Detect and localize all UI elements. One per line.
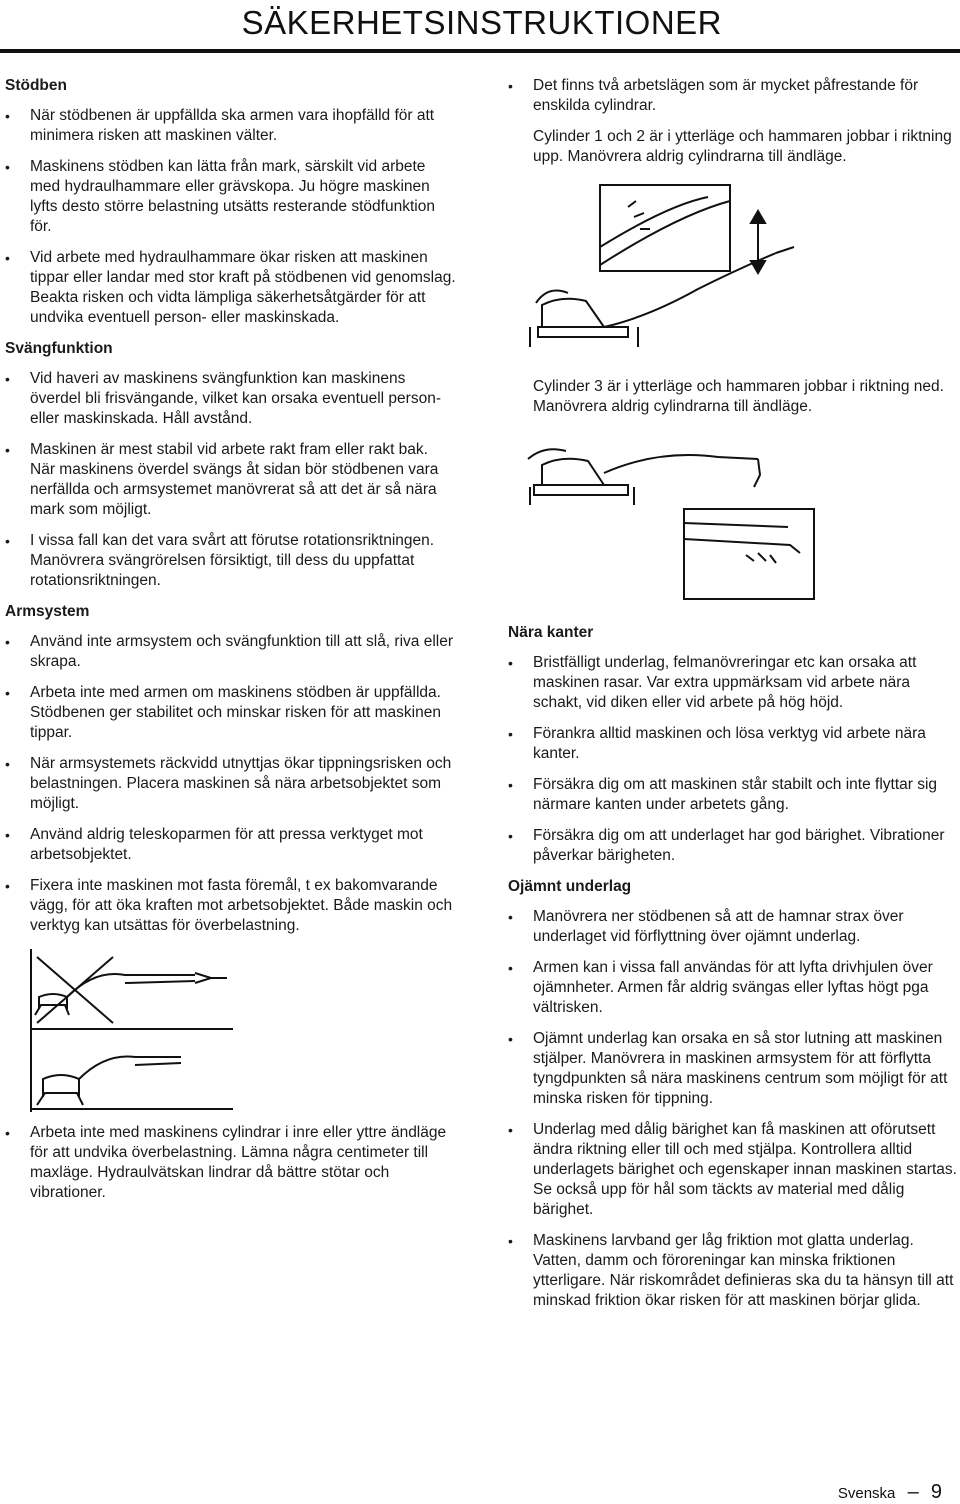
- list-armsystem-after: [5, 1123, 457, 1203]
- list-item: • Manövrera ner stödbenen så att de hamnar strax över underlaget vid förflyttning över ojämnt underlag.: [508, 907, 960, 947]
- list-item: • Det finns två arbetslägen som är mycket påfrestande för enskilda cylindrar.: [508, 76, 960, 116]
- left-column: [5, 76, 457, 1214]
- footer-language: Svenska: [837, 1485, 896, 1502]
- list-item: • Förankra alltid maskinen och lösa verktyg vid arbete nära kanter.: [508, 724, 960, 764]
- list-item: • Maskinens larvband ger låg friktion mot glatta underlag. Vatten, damm och föroreningar kan minska friktionen ytterligare. När riskområdet definieras ska du ta hänsyn till att minskad friktion ökar risken för att maskinen börjar glida.: [508, 1231, 960, 1311]
- list-item: • Vid haveri av maskinens svängfunktion kan maskinens överdel bli frisvängande, vilket kan orsaka eventuell person- eller maskinskada. Håll avstånd.: [5, 369, 457, 429]
- list-item: • Vid arbete med hydraulhammare ökar risken att maskinen tippar eller landar med stor kraft på stödbenen vid genomslag. Beakta risken och vidta lämpliga säkerhetsåtgärder för att undvika eventuell person- eller maskinskada.: [5, 248, 457, 328]
- list-item: • Armen kan i vissa fall användas för att lyfta drivhjulen över ojämnheter. Armen får aldrig svängas eller lyftas högt pga vältrisken.: [508, 958, 960, 1018]
- heading-stodben: Stödben: [5, 77, 67, 94]
- list-stodben: [5, 106, 457, 328]
- list-nara-kanter: [508, 653, 960, 866]
- paragraph-cylinder-3: Cylinder 3 är i ytterläge och hammaren jobbar i riktning ned. Manövrera aldrig cylindrarna till ändläge.: [533, 378, 944, 415]
- right-column: [508, 76, 960, 1322]
- list-item: • Underlag med dålig bärighet kan få maskinen att oförutsett ändra riktning eller till och med stjälpa. Kontrollera alltid underlagets bärighet och egenskaper innan maskinen startas. Se också upp för hål som täckts av material med dålig bärighet.: [508, 1120, 960, 1220]
- crossed-out-wall-illustration: [5, 947, 235, 1117]
- list-item: • Använd inte armsystem och svängfunktion till att slå, riva eller skrapa.: [5, 632, 457, 672]
- list-item: • Bristfälligt underlag, felmanövreringar etc kan orsaka att maskinen rasar. Var extra uppmärksam vid arbete nära schakt, vid diken eller vid arbete på hög höjd.: [508, 653, 960, 713]
- heading-nara-kanter: Nära kanter: [508, 624, 594, 641]
- hammer-upward-illustration: [508, 177, 960, 377]
- heading-ojamnt-underlag: Ojämnt underlag: [508, 878, 632, 895]
- list-item: • Maskinens stödben kan lätta från mark, särskilt vid arbete med hydraulhammare eller grävskopa. Ju högre maskinen lyfts desto större belastning utsätts resterande stödfunktion för.: [5, 157, 457, 237]
- list-armsystem: [5, 632, 457, 936]
- page-number: 9: [930, 1481, 942, 1503]
- list-item: • När stödbenen är uppfällda ska armen vara ihopfälld för att minimera risken att maskinen välter.: [5, 106, 457, 146]
- list-item: • I vissa fall kan det vara svårt att förutse rotationsriktningen. Manövrera svängrörelsen försiktigt, till dess du uppfattat rotationsriktningen.: [5, 531, 457, 591]
- list-ojamnt-underlag: [508, 907, 960, 1311]
- hammer-downward-illustration: [508, 427, 960, 617]
- list-item: • Fixera inte maskinen mot fasta föremål, t ex bakomvarande vägg, för att öka kraften mot arbetsobjektet. Både maskin och verktyg kan utsättas för överbelastning.: [5, 876, 457, 936]
- footer-dash: –: [907, 1481, 919, 1503]
- list-item: • Använd aldrig teleskoparmen för att pressa verktyget mot arbetsobjektet.: [5, 825, 457, 865]
- list-item: • Arbeta inte med maskinens cylindrar i inre eller yttre ändläge för att undvika överbelastning. Lämna några centimeter till maxläge. Hydraulvätskan lindrar då bättre stötar och vibrationer.: [5, 1123, 457, 1203]
- header-rule: [0, 49, 960, 53]
- heading-svangfunktion: Svängfunktion: [5, 340, 113, 357]
- list-item: • När armsystemets räckvidd utnyttjas ökar tippningsrisken och belastningen. Placera maskinen så nära arbetsobjektet som möjligt.: [5, 754, 457, 814]
- list-modes: [508, 76, 960, 116]
- page-footer: [838, 1481, 942, 1504]
- list-item: • Arbeta inte med armen om maskinens stödben är uppfällda. Stödbenen ger stabilitet och minskar risken för att maskinen tippar.: [5, 683, 457, 743]
- list-item: • Ojämnt underlag kan orsaka en så stor lutning att maskinen stjälper. Manövrera in maskinen armsystem för att förflytta tyngdpunkten så nära maskinens centrum som möjligt för att minska risken för tippning.: [508, 1029, 960, 1109]
- paragraph-cylinder-1-2: Cylinder 1 och 2 är i ytterläge och hammaren jobbar i riktning upp. Manövrera aldrig cylindrarna till ändläge.: [533, 128, 952, 165]
- list-svangfunktion: [5, 369, 457, 591]
- list-item: • Maskinen är mest stabil vid arbete rakt fram eller rakt bak. När maskinens överdel svängs åt sidan bör stödbenen vara nerfällda och armsystemet manövrerat så att det är så nära mark som möjligt.: [5, 440, 457, 520]
- heading-armsystem: Armsystem: [5, 603, 90, 620]
- list-item: • Försäkra dig om att underlaget har god bärighet. Vibrationer påverkar bärigheten.: [508, 826, 960, 866]
- page-title: SÄKERHETSINSTRUKTIONER: [241, 4, 722, 41]
- list-item: • Försäkra dig om att maskinen står stabilt och inte flyttar sig närmare kanten under arbetets gång.: [508, 775, 960, 815]
